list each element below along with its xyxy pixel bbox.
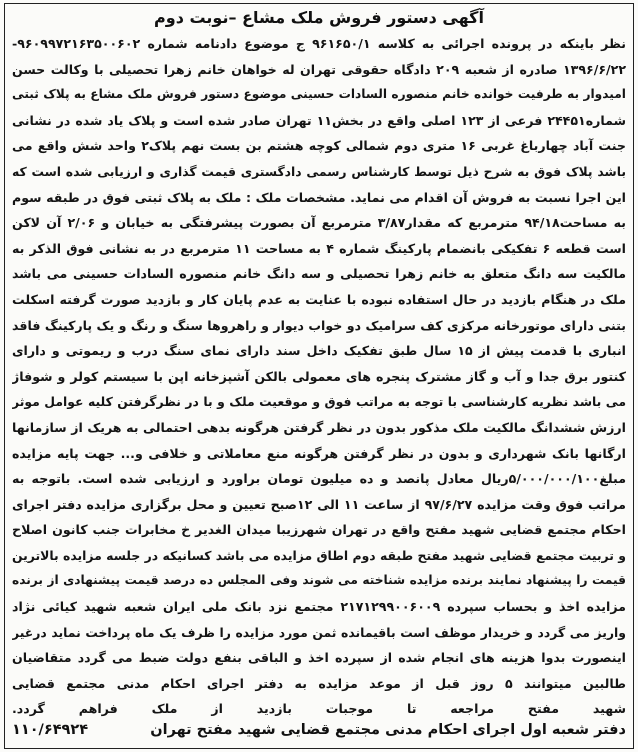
body-line: قیمت را پیشنهاد نمایند برنده مزایده شناخته می شوند وفی المجلس ده درصد قیمت پیشنهادی از برنده [12, 573, 626, 588]
issuer-office: دفتر شعبه اول اجرای احکام مدنی مجتمع قضایی شهید مفتح تهران [150, 722, 626, 738]
body-line: بتنی دارای موتورخانه مرکزی کف سرامیک دو خواب دیوار و راهروها سنگ و رنگ و یک پارکینگ فاقد [12, 317, 626, 333]
body-line: ارزش ششدانگ مالکیت ملک مذکور بدون در نظر گرفتن هرگونه بدهی احتمالی به هریک از سازمانها [12, 419, 626, 435]
body-line: جنت آباد چهارباغ غربی ۱۶ متری دوم شمالی کوچه هشتم بن بست نهم پلاک۲ واحد شش واقع می [12, 138, 626, 154]
body-line: ۱۳۹۶/۶/۲۲ صادره از شعبه ۲۰۹ دادگاه حقوقی تهران له خواهان خانم زهرا تحصیلی با وکالت حسن [12, 61, 626, 77]
body-line: نظر باینکه در پرونده اجرائی به کلاسه ۹۶۱۶۵۰/۱ ج موضوع دادنامه شماره ۹۶۰۹۹۷۲۱۶۳۵۰۰۶۰۲- [12, 36, 626, 51]
body-line: ملک در هنگام بازدید در حال استفاده نبوده با عنایت به عدم پایان کار و بازدید صورت گرفته اسکلت [12, 291, 626, 307]
body-line: احکام مجتمع قضایی شهید مفتح واقع در تهران شهرزیبا میدان الغدیر خ مخابرات جنب کانون اصلاح [12, 522, 626, 538]
body-line: واریز می گردد و خریدار موظف است باقیمانده ثمن مورد مزایده را ظرف یک ماه پرداخت نماید درغیر [12, 624, 626, 640]
notice-footer [12, 718, 626, 744]
notice-body [12, 31, 626, 722]
body-line: شماره۲۴۴۵۱ فرعی از ۱۲۳ اصلی واقع در بخش۱۱ تهران صادر شده است و پلاک یاد شده در نشانی [12, 112, 626, 128]
notice-title: آگهی دستور فروش ملک مشاع –نوبت دوم [154, 8, 484, 27]
body-line: است قطعه ۶ تفکیکی بانضمام پارکینگ شماره ۴ به مساحت ۱۱ مترمربع در به نشانی فوق الذکر به [12, 240, 626, 256]
body-line: امیدوار به طرفیت خوانده خانم منصوره السادات حسینی موضوع دستور فروش ملک مشاع به پلاک ثبتی [12, 87, 626, 102]
body-line: مراتب فوق وقت مزایده ۹۷/۶/۲۷ از ساعت ۱۱ الی ۱۲صبح تعیین و محل برگزاری مزایده دفتر اجرای [12, 496, 626, 512]
body-line: مالکیت سه دانگ متعلق به خانم زهرا تحصیلی و سه دانگ خانم منصوره السادات حسینی می باشد [12, 266, 626, 282]
body-line: این اجرا نسبت به فروش آن اقدام می نماید. مشخصات ملک : ملک به پلاک ثبتی فوق در طبقه سوم [12, 189, 626, 205]
body-line: مزایده اخذ و بحساب سپرده ۲۱۷۱۲۹۹۰۰۶۰۰۹ مجتمع نزد بانک ملی ایران شعبه شهید کیائی نژاد [12, 599, 626, 615]
body-line: طالبین میتوانند ۵ روز قبل از موعد مزایده به دفتر اجرای احکام مدنی مجتمع قضایی [12, 675, 626, 691]
reference-number: ۱۱۰/۶۴۹۲۴ [12, 722, 89, 738]
body-line: مبلغ۵/۰۰۰/۰۰۰/۱۰۰ریال معادل پانصد و ده میلیون تومان براورد و ارزیابی شده است. باتوجه به [12, 471, 626, 487]
body-line: شهید مفتح مراجعه تا موجبات بازدید از ملک فراهم گردد. [12, 701, 626, 717]
body-line: به مساحت۹۴/۱۸ مترمربع که مقدار۳/۸۷ مترمربع آن بصورت پیشرفتگی به خیابان و ۲/۰۶ آن لاکن [12, 215, 626, 231]
body-line: کنتور برق جدا و آب و گاز مشترک پنجره های معمولی بالکن آشپزخانه اپن با سیستم کولر و شوفاژ [12, 368, 626, 384]
body-line: باشد پلاک فوق به شرح ذیل توسط کارشناس رسمی دادگستری قیمت گذاری و ارزیابی شده است که [12, 163, 626, 179]
body-line: ارگانها بانک شهرداری و بدون در نظر گرفتن هرگونه منع معاملاتی و خلافی و... جهت پایه مزایده [12, 445, 626, 461]
body-line: انباری با قدمت پیش از ۱۵ سال طبق تفکیک داخل سند دارای نمای سنگ درب و ریموتی و دارای [12, 343, 626, 359]
body-line: و تربیت مجتمع قضایی شهید مفتح طبقه دوم اطاق مزایده می باشد کسانیکه در جلسه مزایده بالاترین [12, 547, 626, 563]
body-line: می باشد نظریه کارشناسی با توجه به مراتب فوق و موقعیت ملک و با در نظرگرفتن کلیه عوامل موثر [12, 394, 626, 410]
body-line: اینصورت بدوا هزینه های انجام شده از سپرده اخذ و الباقی بنفع دولت ضبط می گردد متقاضیان [12, 650, 626, 666]
